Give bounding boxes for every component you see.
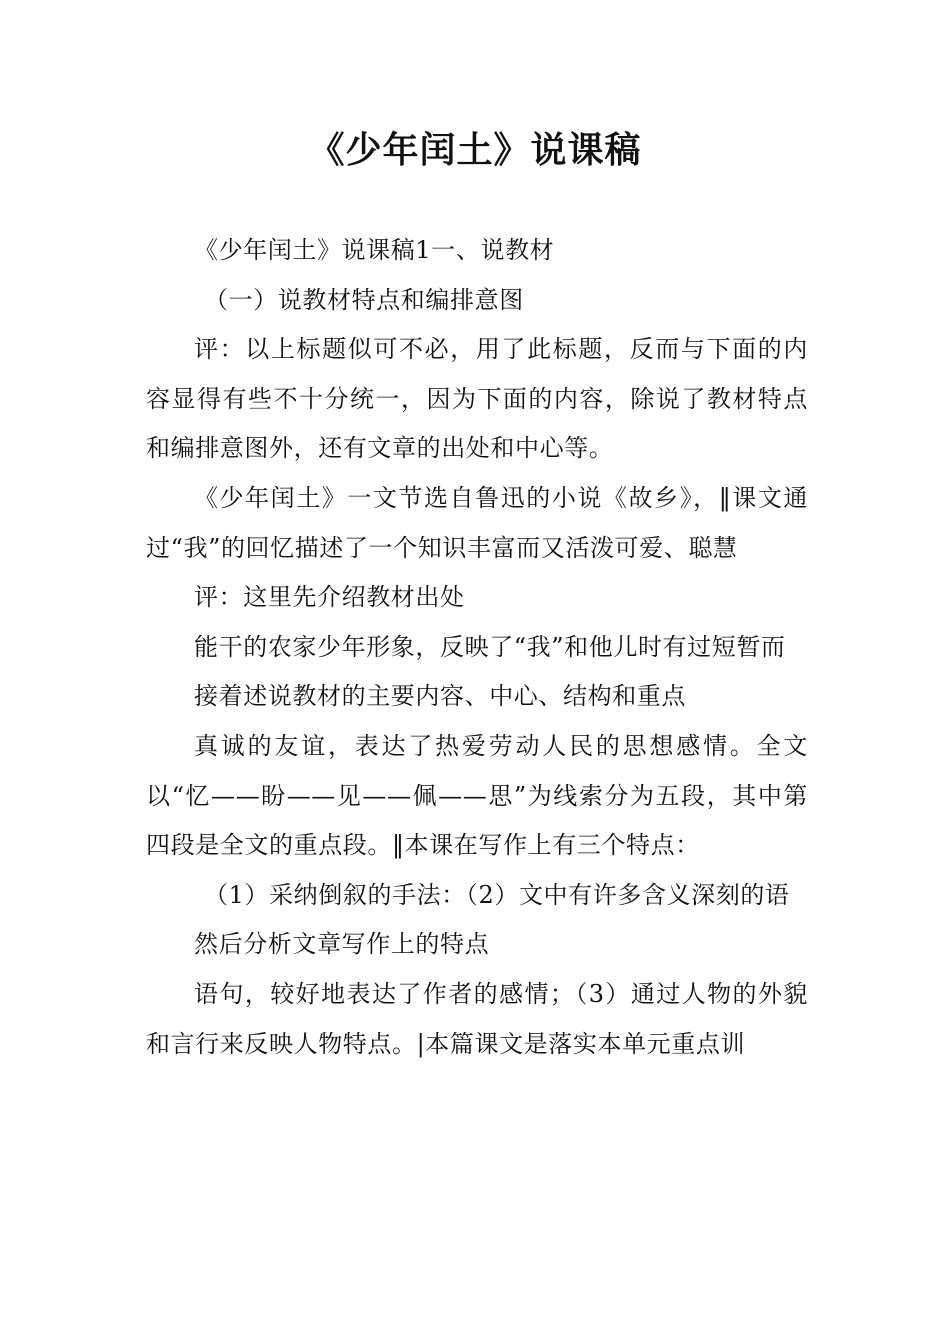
paragraph: 评：这里先介绍教材出处 [194,583,465,612]
paragraph: 评：以上标题似可不必，用了此标题，反而与下面的内容显得有些不十分统一，因为下面的内容，除说了教材特点和编排意图外，还有文章的出处和中心等。 [146,335,808,463]
document-body [146,226,808,1069]
paragraph: 能干的农家少年形象，反映了“我”和他儿时有过短暂而 [194,632,786,661]
paragraph: 《少年闰土》说课稿1一、说教材 [194,236,555,264]
document-title: 《少年闰土》说课稿 [308,130,642,171]
paragraph: 《少年闰土》一文节选自鲁迅的小说《故乡》，‖课文通过“我”的回忆描述了一个知识丰富而又活泼可爱、聪慧 [146,483,808,562]
paragraph: 接着述说教材的主要内容、中心、结构和重点 [194,682,686,711]
paragraph: （1）采纳倒叙的手法：（2）文中有许多含义深刻的语 [204,880,790,909]
paragraph: 真诚的友谊，表达了热爱劳动人民的思想感情。全文以“忆——盼——见——佩——思”为线索分为五段，其中第四段是全文的重点段。‖本课在写作上有三个特点： [146,731,808,860]
paragraph: 语句，较好地表达了作者的感情；（3）通过人物的外貌和言行来反映人物特点。|本篇课文是落实本单元重点训 [146,979,808,1058]
paragraph: （一）说教材特点和编排意图 [204,285,524,314]
paragraph: 然后分析文章写作上的特点 [194,930,490,959]
